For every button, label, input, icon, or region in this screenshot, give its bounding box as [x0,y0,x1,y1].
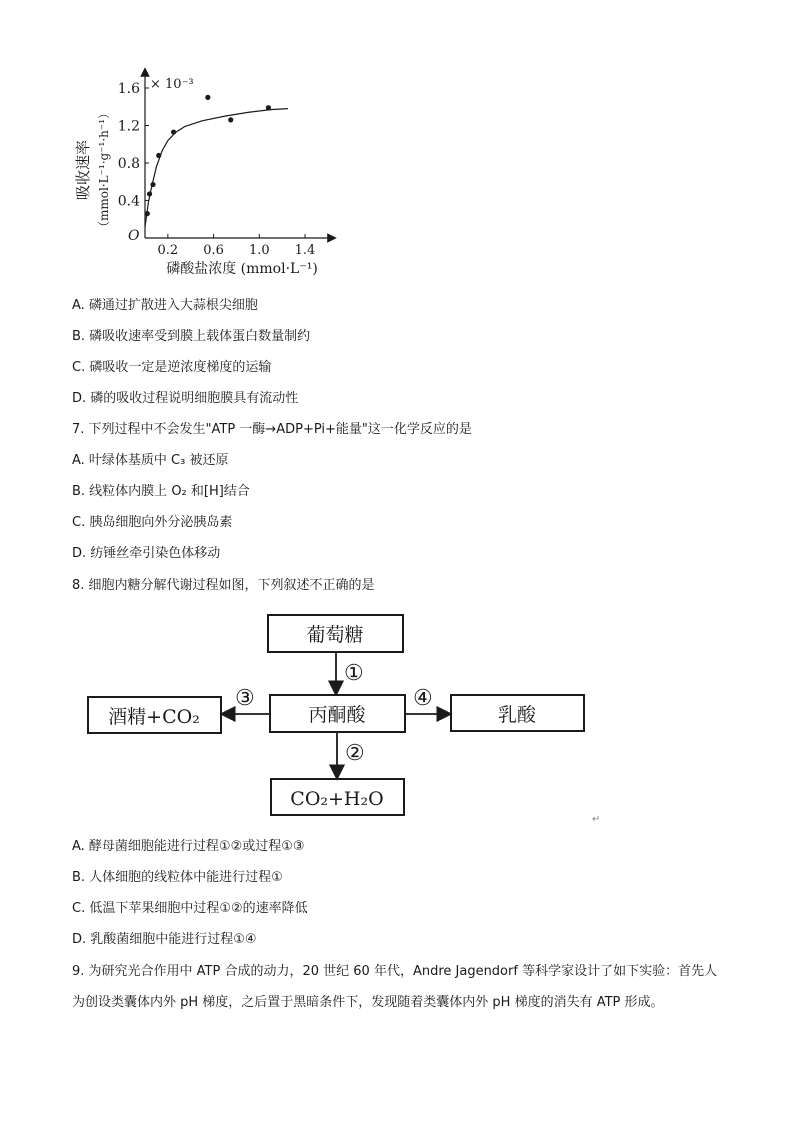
q6-option-c: C. 磷吸收一定是逆浓度梯度的运输 [72,360,272,375]
y-tick-label: 0.4 [117,193,140,210]
y-tick-label: 1.6 [117,81,140,97]
lactic-acid-label: 乳酸 [497,704,537,726]
data-point [145,211,150,216]
alcohol-co2-label: 酒精+CO₂ [108,706,200,728]
x-tick-label: 0.2 [157,243,179,258]
return-mark: ↵ [592,814,601,825]
glucose-label: 葡萄糖 [306,624,364,646]
pyruvate-label: 丙酮酸 [308,704,366,726]
q8-option-a: A. 酵母菌细胞能进行过程①②或过程①③ [72,839,305,854]
origin-label: O [128,228,140,244]
x-tick-label: 1.0 [248,243,270,258]
x-tick-label: 0.6 [203,243,224,258]
step4-label: ④ [413,686,433,711]
x-tick-label: 1.4 [294,243,316,258]
y-tick-label: 0.8 [117,156,140,172]
q7-option-b: B. 线粒体内膜上 O₂ 和[H]结合 [72,484,250,499]
q6-option-d: D. 磷的吸收过程说明细胞膜具有流动性 [72,391,299,406]
q7-option-c: C. 胰岛细胞向外分泌胰岛素 [72,515,233,530]
q8-stem: 8. 细胞内糖分解代谢过程如图，下列叙述不正确的是 [72,578,375,593]
data-point [150,182,155,187]
co2-h2o-label: CO₂+H₂O [290,788,384,810]
step1-label: ① [344,661,364,686]
y-axis-title: 吸收速率 [74,139,92,201]
y-tick-label: 1.2 [117,118,140,135]
data-point [266,105,271,110]
step2-label: ② [345,741,365,766]
q8-option-d: D. 乳酸菌细胞中能进行过程①④ [72,932,257,947]
data-point [171,129,176,134]
fit-curve [145,109,288,227]
q8-option-c: C. 低温下苹果细胞中过程①②的速率降低 [72,901,308,916]
q7-option-a: A. 叶绿体基质中 C₃ 被还原 [72,453,229,468]
q7-option-d: D. 纺锤丝牵引染色体移动 [72,546,221,561]
step3-label: ③ [235,686,255,711]
glucose-metabolism-diagram [85,608,610,820]
q6-option-a: A. 磷通过扩散进入大蒜根尖细胞 [72,298,258,313]
q9-text: 9. 为研究光合作用中 ATP 合成的动力，20 世纪 60 年代，Andre Jagendorf 等科学家设计了如下实验：首先人为创设类囊体内外 pH 梯度，之后置于黑暗条件下，发现随着类囊体内外 pH 梯度的消失有 ATP 形成。 [72,964,718,1010]
q7-stem: 7. 下列过程中不会发生"ATP 一酶→ADP+Pi+能量"这一化学反应的是 [72,422,472,437]
q8-option-b: B. 人体细胞的线粒体中能进行过程① [72,870,283,885]
data-point [228,117,233,122]
data-point [147,191,152,196]
x-axis-title: 磷酸盐浓度 (mmol·L⁻¹) [166,261,318,277]
data-point [205,95,210,100]
y-multiplier: × 10⁻³ [150,77,194,92]
y-axis-unit: （mmol·L⁻¹·g⁻¹·h⁻¹） [97,106,111,234]
data-point [156,153,161,158]
absorption-rate-chart [60,60,360,285]
q6-option-b: B. 磷吸收速率受到膜上载体蛋白数量制约 [72,329,311,344]
